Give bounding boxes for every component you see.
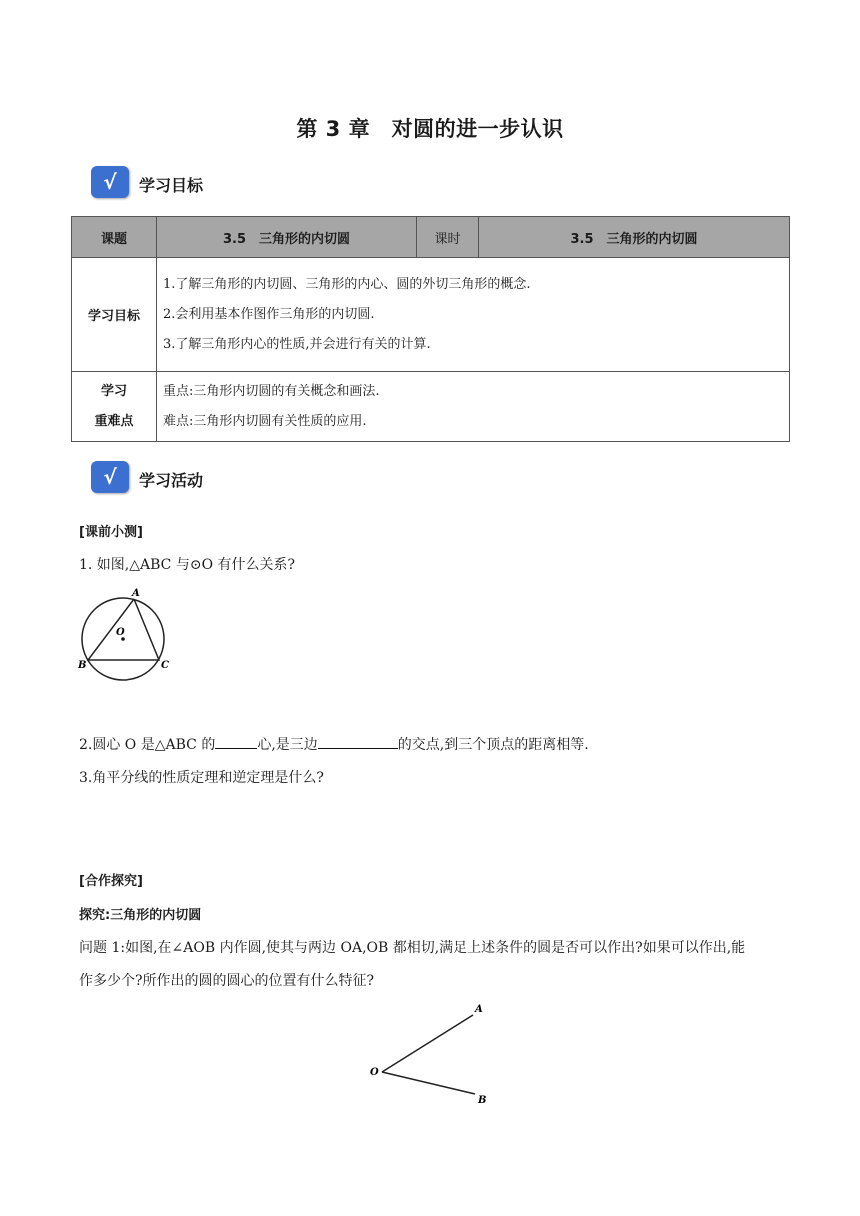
section-goals-label: 学习目标 [139, 176, 204, 195]
label-b: B [78, 660, 87, 671]
key-points-label [72, 372, 157, 442]
circle-triangle-figure [76, 584, 176, 688]
key-point-item: 难点:三角形内切圆有关性质的应用. [163, 413, 367, 429]
answer-blank-2[interactable] [318, 734, 398, 749]
table-header-row [72, 217, 790, 258]
label-a: A [475, 1004, 483, 1015]
question-1: 1. 如图,△ABC 与⊙O 有什么关系? [79, 557, 296, 573]
explore-heading: [合作探究] [79, 874, 143, 889]
label-o: O [370, 1067, 379, 1078]
angle-aob-figure [362, 996, 502, 1111]
question-2 [79, 734, 589, 754]
q2-text: 的交点,到三个顶点的距离相等. [397, 737, 589, 753]
goals-label: 学习目标 [72, 258, 157, 372]
answer-blank-1[interactable] [215, 734, 257, 749]
label-o: O [116, 627, 125, 638]
pretest-heading: [课前小测] [79, 525, 143, 540]
label-b: B [478, 1095, 487, 1106]
ray-oa [382, 1015, 473, 1072]
q2-text: 2.圆心 O 是△ABC 的 [79, 737, 216, 753]
header-topic: 课题 [72, 217, 157, 258]
label-a: A [132, 588, 140, 599]
key-point-item: 重点:三角形内切圆的有关概念和画法. [163, 383, 380, 399]
header-period: 课时 [417, 217, 479, 258]
label-c: C [161, 660, 169, 671]
ray-ob [382, 1072, 475, 1094]
key-label-line: 重难点 [94, 413, 134, 429]
explore-subheading: 探究:三角形的内切圆 [79, 908, 202, 923]
check-icon: √ [91, 461, 129, 493]
page-title: 第 3 章 对圆的进一步认识 [296, 117, 564, 141]
goal-item: 2.会利用基本作图作三角形的内切圆. [163, 306, 375, 322]
key-label-line: 学习 [100, 383, 127, 399]
section-activity-label: 学习活动 [139, 471, 204, 490]
table-row [72, 258, 790, 372]
header-topic-value: 3.5 三角形的内切圆 [157, 217, 417, 258]
table-row [72, 372, 790, 442]
key-points-list [157, 372, 790, 442]
problem-1-line-2: 作多少个?所作出的圆的圆心的位置有什么特征? [79, 973, 375, 989]
q2-text: 心,是三边 [257, 737, 318, 753]
goal-item: 1.了解三角形的内切圆、三角形的内心、圆的外切三角形的概念. [163, 276, 531, 292]
lesson-table [71, 216, 790, 442]
header-period-value: 3.5 三角形的内切圆 [479, 217, 790, 258]
check-icon: √ [91, 166, 129, 198]
problem-1-line-1: 问题 1:如图,在∠AOB 内作圆,使其与两边 OA,OB 都相切,满足上述条件的圆是否可以作出?如果可以作出,能 [79, 940, 746, 956]
goal-item: 3.了解三角形内心的性质,并会进行有关的计算. [163, 336, 431, 352]
goals-list [157, 258, 790, 372]
question-3: 3.角平分线的性质定理和逆定理是什么? [79, 770, 324, 786]
